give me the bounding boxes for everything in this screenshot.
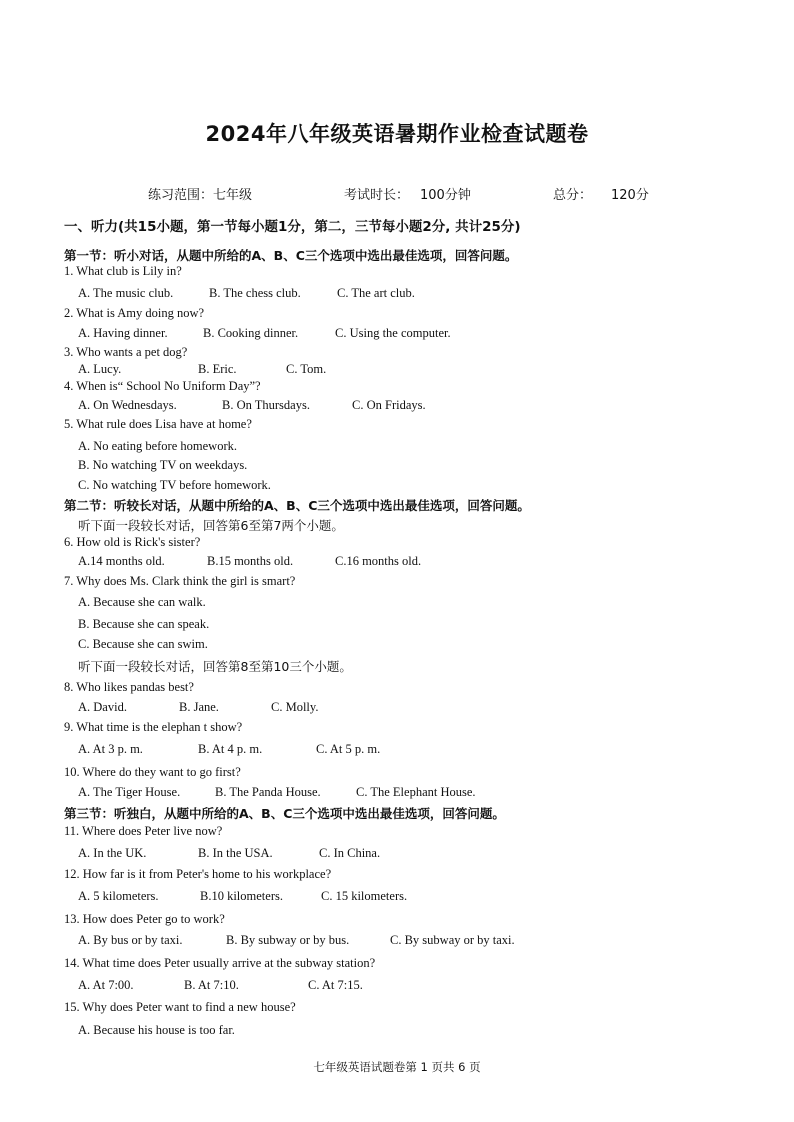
question-8: 8. Who likes pandas best? bbox=[64, 680, 194, 694]
question-9: 9. What time is the elephan t show? bbox=[64, 720, 243, 734]
page-footer: 七年级英语试题卷第 1 页共 6 页 bbox=[313, 1060, 481, 1074]
question-3-options bbox=[78, 362, 326, 377]
option-a: A.14 months old. bbox=[78, 554, 165, 568]
question-12: 12. How far is it from Peter's home to his workplace? bbox=[64, 867, 332, 881]
option-c: C. Using the computer. bbox=[335, 326, 451, 340]
exam-duration-label: 考试时长： bbox=[344, 188, 410, 203]
option-c: C. In China. bbox=[319, 846, 381, 860]
option-a: A. Lucy. bbox=[78, 362, 122, 376]
option-b: B. In the USA. bbox=[198, 846, 273, 860]
option-a: A. In the UK. bbox=[78, 846, 147, 860]
question-13: 13. How does Peter go to work? bbox=[64, 912, 225, 926]
option-a: A. The Tiger House. bbox=[78, 785, 181, 799]
question-11: 11. Where does Peter live now? bbox=[64, 824, 223, 838]
question-10-options bbox=[78, 785, 476, 800]
question-4-options bbox=[78, 398, 426, 413]
question-5-option-c: C. No watching TV before homework. bbox=[78, 478, 271, 492]
question-3: 3. Who wants a pet dog? bbox=[64, 345, 188, 359]
question-1-options bbox=[78, 286, 415, 301]
option-a: A. David. bbox=[78, 700, 127, 714]
question-7-option-c: C. Because she can swim. bbox=[78, 637, 208, 651]
option-c: C. On Fridays. bbox=[352, 398, 426, 412]
option-b: B. On Thursdays. bbox=[222, 398, 310, 412]
option-a: A. At 3 p. m. bbox=[78, 742, 143, 756]
total-score-label: 总分： bbox=[553, 188, 593, 203]
question-4: 4. When is“ School No Uniform Day”? bbox=[64, 379, 261, 393]
option-b: B. At 7:10. bbox=[184, 978, 239, 992]
question-15: 15. Why does Peter want to find a new house? bbox=[64, 1000, 296, 1014]
option-c: C. Tom. bbox=[286, 362, 327, 376]
part3-heading: 第三节：听独白，从题中所给的A、B、C三个选项中选出最佳选项，回答问题。 bbox=[64, 806, 505, 821]
option-a: A. At 7:00. bbox=[78, 978, 134, 992]
option-c: C. By subway or by taxi. bbox=[390, 933, 515, 947]
option-a: A. By bus or by taxi. bbox=[78, 933, 183, 947]
question-10: 10. Where do they want to go first? bbox=[64, 765, 241, 779]
part1-heading: 第一节：听小对话，从题中所给的A、B、C三个选项中选出最佳选项，回答问题。 bbox=[64, 248, 518, 263]
question-11-options bbox=[78, 846, 380, 861]
option-a: A. Having dinner. bbox=[78, 326, 168, 340]
question-15-option-a: A. Because his house is too far. bbox=[78, 1023, 235, 1037]
question-9-options bbox=[78, 742, 380, 757]
question-5: 5. What rule does Lisa have at home? bbox=[64, 417, 252, 431]
question-14-options bbox=[78, 978, 363, 993]
question-14: 14. What time does Peter usually arrive at the subway station? bbox=[64, 956, 376, 970]
question-6-options bbox=[78, 554, 421, 569]
option-c: C. The Elephant House. bbox=[356, 785, 476, 799]
option-b: B. Cooking dinner. bbox=[203, 326, 299, 340]
question-5-option-a: A. No eating before homework. bbox=[78, 439, 237, 453]
part2-heading: 第二节：听较长对话，从题中所给的A、B、C三个选项中选出最佳选项，回答问题。 bbox=[64, 498, 530, 513]
option-c: C. The art club. bbox=[337, 286, 415, 300]
question-7-option-a: A. Because she can walk. bbox=[78, 595, 206, 609]
option-c: C.16 months old. bbox=[335, 554, 422, 568]
question-8-options bbox=[78, 700, 318, 715]
option-c: C. At 5 p. m. bbox=[316, 742, 381, 756]
question-13-options bbox=[78, 933, 515, 948]
exam-duration-value: 100分钟 bbox=[420, 188, 471, 203]
question-7-option-b: B. Because she can speak. bbox=[78, 617, 210, 631]
question-5-option-b: B. No watching TV on weekdays. bbox=[78, 458, 248, 472]
question-2-options bbox=[78, 326, 451, 341]
question-6: 6. How old is Rick's sister? bbox=[64, 535, 201, 549]
option-b: B.15 months old. bbox=[207, 554, 294, 568]
option-b: B.10 kilometers. bbox=[200, 889, 283, 903]
option-c: C. At 7:15. bbox=[308, 978, 363, 992]
option-b: B. Eric. bbox=[198, 362, 237, 376]
option-b: B. The Panda House. bbox=[215, 785, 321, 799]
question-12-options bbox=[78, 889, 407, 904]
practice-range: 练习范围：七年级 bbox=[148, 188, 253, 203]
question-1: 1. What club is Lily in? bbox=[64, 264, 182, 278]
instruction-q8-q10: 听下面一段较长对话，回答第8至第10三个小题。 bbox=[78, 659, 352, 674]
section-heading-listening: 一、听力(共15小题，第一节每小题1分，第二，三节每小题2分, 共计25分) bbox=[64, 219, 521, 235]
option-b: B. Jane. bbox=[179, 700, 219, 714]
option-c: C. 15 kilometers. bbox=[321, 889, 408, 903]
question-7: 7. Why does Ms. Clark think the girl is smart? bbox=[64, 574, 296, 588]
option-a: A. The music club. bbox=[78, 286, 174, 300]
question-2: 2. What is Amy doing now? bbox=[64, 306, 205, 320]
option-b: B. By subway or by bus. bbox=[226, 933, 350, 947]
option-b: B. At 4 p. m. bbox=[198, 742, 263, 756]
total-score-value: 120分 bbox=[611, 188, 649, 203]
option-c: C. Molly. bbox=[271, 700, 319, 714]
option-a: A. 5 kilometers. bbox=[78, 889, 159, 903]
page-title: 2024年八年级英语暑期作业检查试题卷 bbox=[205, 122, 589, 146]
option-a: A. On Wednesdays. bbox=[78, 398, 177, 412]
option-b: B. The chess club. bbox=[209, 286, 301, 300]
instruction-q6-q7: 听下面一段较长对话，回答第6至第7两个小题。 bbox=[78, 518, 344, 533]
